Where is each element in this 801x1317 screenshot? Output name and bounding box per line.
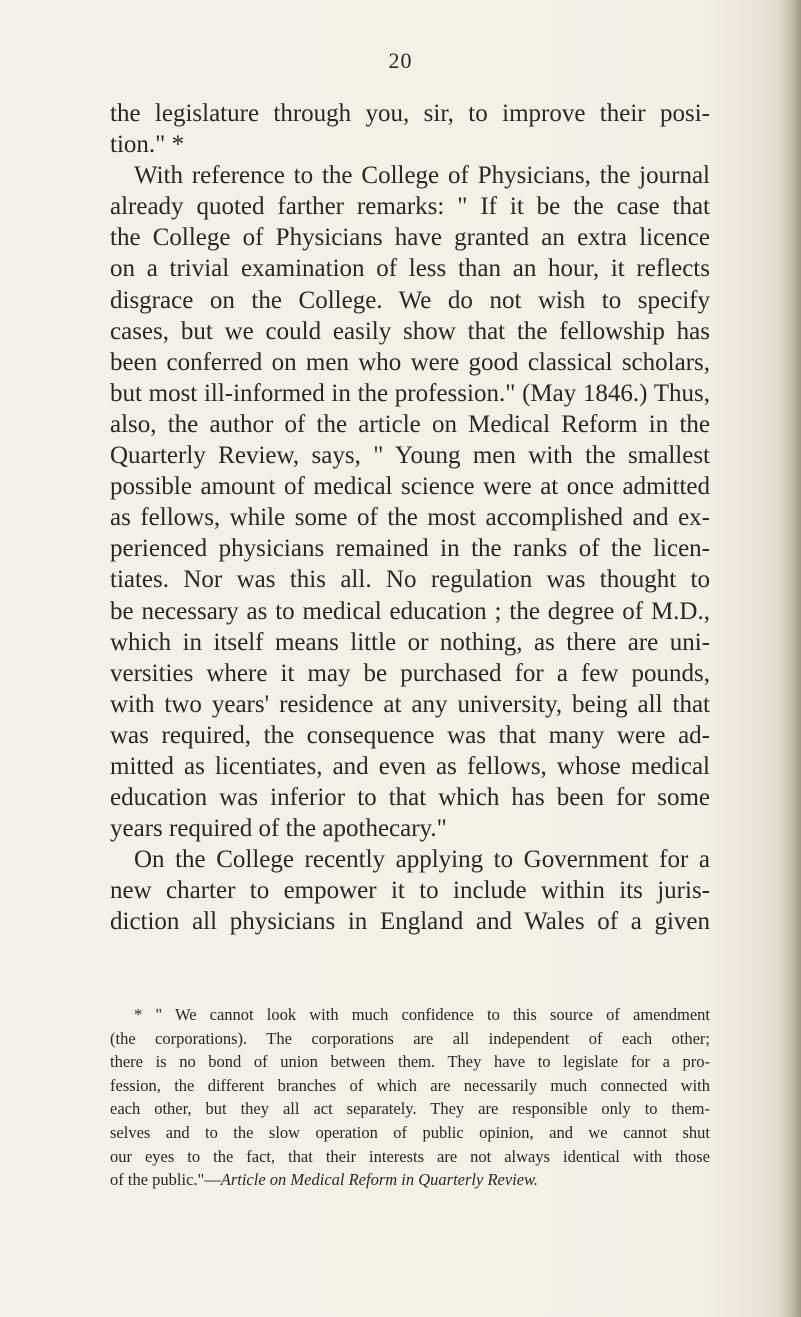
body-line: Quarterly Review, says, " Young men with the smallest <box>110 442 710 470</box>
body-line: cases, but we could easily show that the fellowship has <box>110 317 710 345</box>
footnote-line: (the corporations). The corporations are all independent of each other; <box>110 1028 710 1048</box>
body-line: mitted as licentiates, and even as fellows, whose medical <box>110 752 710 780</box>
body-line: also, the author of the article on Medical Reform in the <box>110 410 710 438</box>
footnote-line: our eyes to the fact, that their interests are not always identical with those <box>110 1146 710 1166</box>
body-line: was required, the consequence was that many were ad- <box>110 721 710 749</box>
body-line: already quoted farther remarks: " If it be the case that <box>110 193 710 221</box>
body-line: be necessary as to medical education ; the degree of M.D., <box>110 597 710 625</box>
body-line: the College of Physicians have granted an extra licence <box>110 224 710 252</box>
page-edge-shadow <box>779 0 801 1317</box>
body-line: On the College recently applying to Government for a <box>134 846 710 874</box>
footnote-line: each other, but they all act separately. They are responsible only to them- <box>110 1099 710 1119</box>
footnote-line: selves and to the slow operation of public opinion, and we cannot shut <box>110 1122 710 1142</box>
footnote-line: fession, the different branches of which are necessarily much connected with <box>110 1075 710 1095</box>
body-line: been conferred on men who were good classical scholars, <box>110 348 710 376</box>
body-line: tiates. Nor was this all. No regulation was thought to <box>110 566 710 594</box>
footnote-line: * " We cannot look with much confidence to this source of amendment <box>134 1005 710 1024</box>
body-line: perienced physicians remained in the ranks of the licen- <box>110 535 710 563</box>
footnote-citation: Article on Medical Reform in Quarterly Review. <box>220 1170 538 1190</box>
body-line: with two years' residence at any university, being all that <box>110 690 710 718</box>
body-line: tion." * <box>110 131 185 159</box>
body-line: disgrace on the College. We do not wish to specify <box>110 286 710 314</box>
footnote-line: there is no bond of union between them. They have to legislate for a pro- <box>110 1052 710 1072</box>
body-line: new charter to empower it to include within its juris- <box>110 877 710 905</box>
body-line: the legislature through you, sir, to improve their posi- <box>110 100 710 127</box>
body-line: diction all physicians in England and Wales of a given <box>110 908 710 936</box>
body-line: versities where it may be purchased for a few pounds, <box>110 659 710 687</box>
body-line: which in itself means little or nothing, as there are uni- <box>110 628 710 656</box>
footnote <box>110 1003 710 1192</box>
body-line: but most ill-informed in the profession." (May 1846.) Thus, <box>110 379 710 407</box>
body-line: as fellows, while some of the most accomplished and ex- <box>110 504 710 532</box>
footnote-final-line <box>110 1168 710 1192</box>
page-number: 20 <box>388 48 413 73</box>
footnote-final-text: of the public."— <box>110 1170 221 1190</box>
body-line: on a trivial examination of less than an hour, it reflects <box>110 255 710 283</box>
body-line: education was inferior to that which has been for some <box>110 784 710 812</box>
body-line: years required of the apothecary." <box>110 815 447 843</box>
body-line: With reference to the College of Physicians, the journal <box>134 162 710 190</box>
body-text <box>110 98 710 938</box>
body-line: possible amount of medical science were at once admitted <box>110 473 710 501</box>
